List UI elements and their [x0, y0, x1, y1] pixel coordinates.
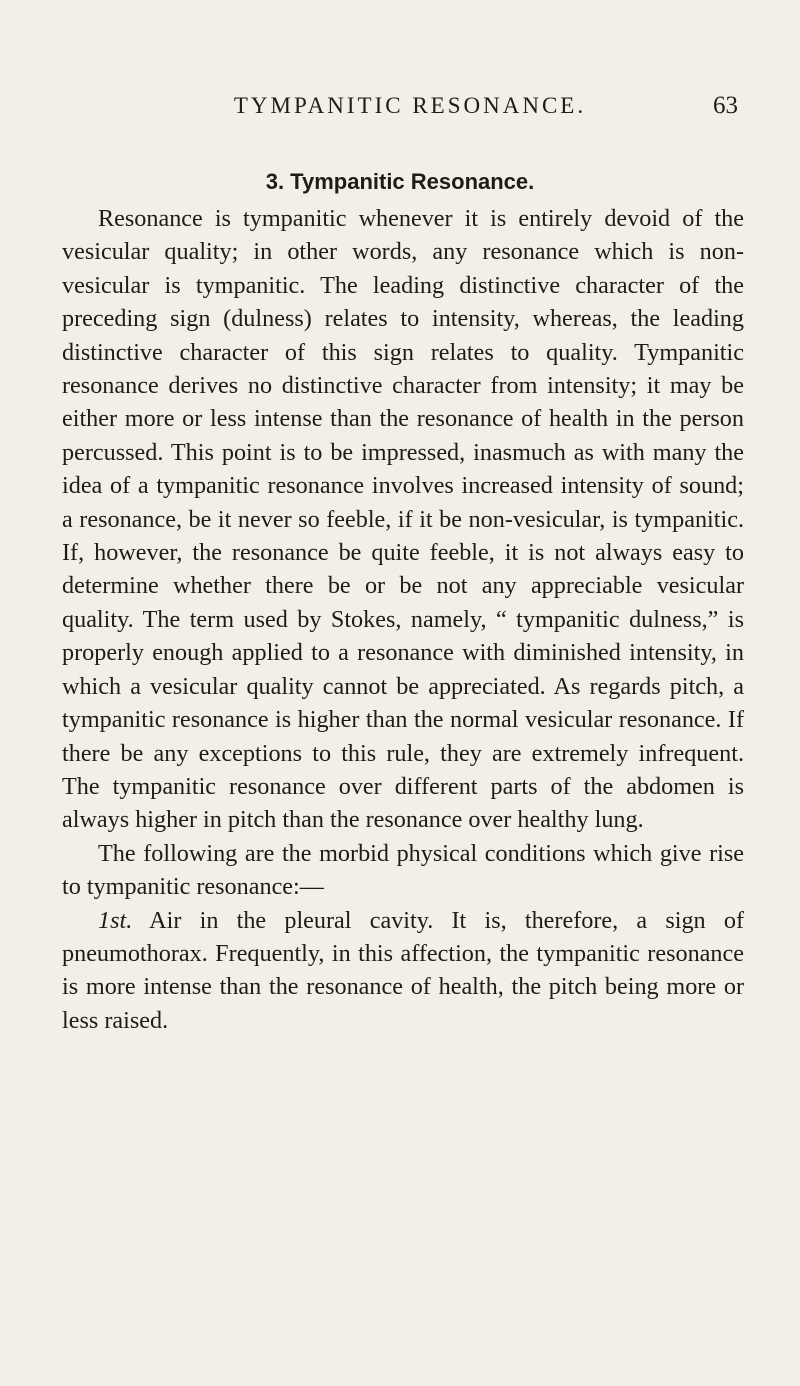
running-head: TYMPANITIC RESONANCE.: [233, 93, 587, 118]
page-number: 63: [713, 92, 738, 119]
list-item-first-condition: [62, 904, 744, 1038]
paragraph-morbid-conditions-intro: The following are the morbid physical conditions which give rise to tympanitic resonance:—: [62, 839, 744, 901]
list-item-ordinal: 1st.: [98, 906, 133, 934]
list-item-text: Air in the pleural cavity. It is, therefore, a sign of pneumothorax. Frequently, in this affection, the tympanitic resonance is more intense than the resonance of health, the pitch being more or less raised.: [62, 906, 744, 1034]
paragraph-tympanitic-definition: Resonance is tympanitic whenever it is entirely devoid of the vesicular quality; in other words, any resonance which is non-vesicular is tympanitic. The leading distinctive character of the preceding sign (dulness) relates to intensity, whereas, the leading distinctive character of this sign relates to quality. Tympanitic resonance derives no distinctive character from intensity; it may be either more or less intense than the resonance of health in the person percussed. This point is to be impressed, inasmuch as with many the idea of a tympanitic resonance involves increased intensity of sound; a resonance, be it never so feeble, if it be non-vesicular, is tympanitic. If, however, the resonance be quite feeble, it is not always easy to determine whether there be or be not any appreciable vesicular quality. The term used by Stokes, namely, “ tympanitic dulness,” is properly enough applied to a resonance with diminished intensity, in which a vesicular quality cannot be appreciated. As regards pitch, a tympanitic resonance is higher than the normal vesicular resonance. If there be any exceptions to this rule, they are extremely infrequent. The tympanitic resonance over different parts of the abdomen is always higher in pitch than the resonance over healthy lung.: [62, 205, 744, 834]
section-heading: 3. Tympanitic Resonance.: [265, 169, 535, 194]
body-text: [62, 202, 744, 1037]
